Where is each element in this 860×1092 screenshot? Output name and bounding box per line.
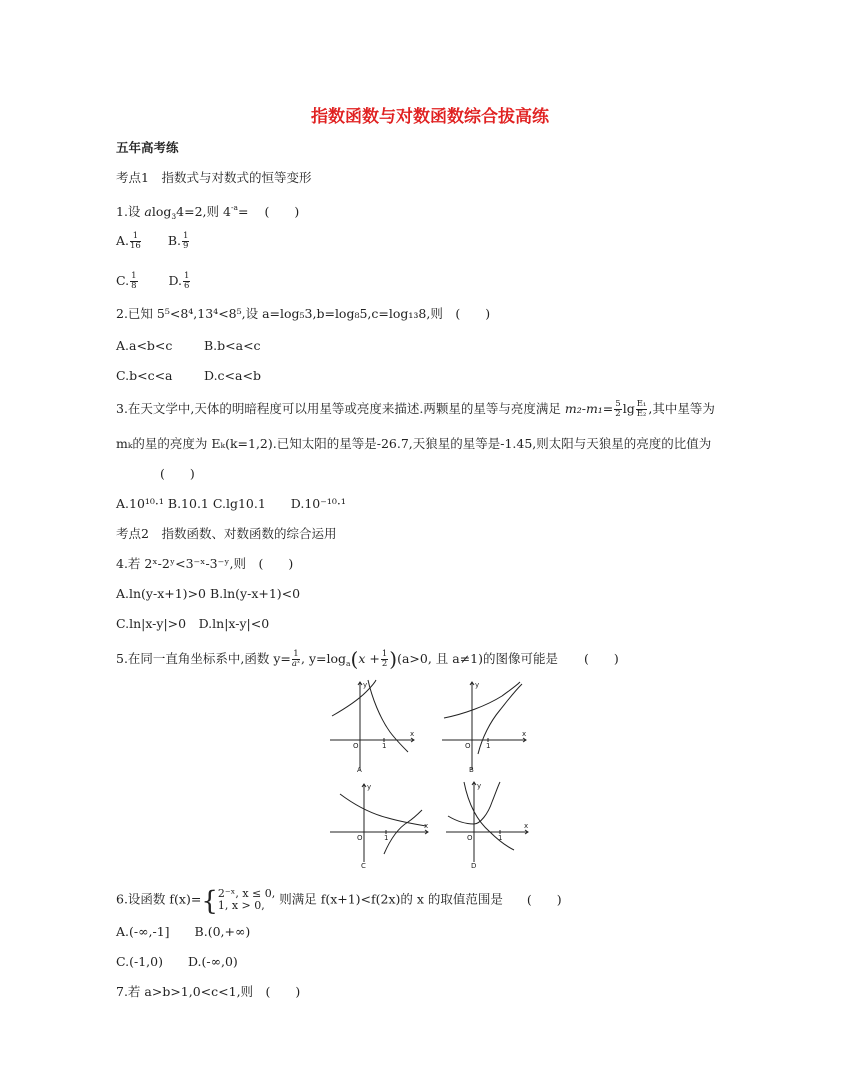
topic-1-heading: 考点1 指数式与对数式的恒等变形 <box>116 170 312 185</box>
svg-text:O: O <box>353 742 359 750</box>
page-title: 指数函数与对数函数综合拔高练 <box>311 107 549 127</box>
svg-text:O: O <box>465 742 471 750</box>
question-2: 2.已知 5⁵<8⁴,13⁴<8⁵,设 a=log₅3,b=log₈5,c=log₁₃8,则 ( ) <box>116 306 491 321</box>
question-3-paren: ( ) <box>160 466 195 481</box>
svg-text:x: x <box>524 822 529 830</box>
topic-2-heading: 考点2 指数函数、对数函数的综合运用 <box>116 526 337 541</box>
svg-text:O: O <box>467 834 473 842</box>
graph-label-b: B <box>469 766 474 774</box>
svg-text:1: 1 <box>384 834 389 842</box>
graph-label-c: C <box>361 862 366 870</box>
svg-text:x: x <box>410 730 415 738</box>
graph-option-b <box>440 678 530 774</box>
graph-option-a <box>328 678 418 774</box>
svg-text:1: 1 <box>382 742 387 750</box>
question-3-line-1: 3.在天文学中,天体的明暗程度可以用星等或亮度来描述.两颗星的星等与亮度满足 m₂-m₁= $\frac{5}{2}$ lg $\frac{\text{E₁}}{\text{E₂}}$ ,其中星等为 <box>116 399 715 419</box>
section-heading: 五年高考练 <box>116 140 179 155</box>
svg-text:x: x <box>522 730 527 738</box>
svg-text:y: y <box>477 782 482 790</box>
question-5: 5.在同一直角坐标系中,函数 y= $\frac{1}{\text{aˣ}}$, $y=\log_a(x$ + $\frac{1}{2}$ )(a>0, 且 a≠1)的图像可能是 ( ) <box>116 647 619 671</box>
question-6-options-cd: C.(-1,0) D.(-∞,0) <box>116 954 238 969</box>
graph-option-c <box>328 778 432 874</box>
question-6: 6.设函数 f(x)={ 2⁻ˣ, x ≤ 0, 1, x > 0, 则满足 f(x+1)<f(2x)的 x 的取值范围是 ( ) <box>116 886 562 917</box>
question-2-option-b: B.b<a<c <box>204 338 261 353</box>
svg-text:y: y <box>475 681 480 689</box>
graph-label-a: A <box>357 766 362 774</box>
question-1: 1.设 alog$_3$4=2,则 $4^{-a}=$ ( ) <box>116 203 300 221</box>
question-6-options-ab: A.(-∞,-1] B.(0,+∞) <box>116 924 251 939</box>
question-4-options-cd: C.ln|x-y|>0 D.ln|x-y|<0 <box>116 616 270 631</box>
question-1-options-ab: A. $\frac{1}{16}$ B. $\frac{1}{9}$ <box>116 231 189 251</box>
svg-text:y: y <box>363 681 368 689</box>
svg-text:x: x <box>424 822 429 830</box>
graph-label-d: D <box>471 862 477 870</box>
question-2-option-a: A.a<b<c <box>116 338 173 353</box>
svg-text:1: 1 <box>486 742 491 750</box>
question-2-option-d: D.c<a<b <box>204 368 261 383</box>
question-3-line-2: mₖ的星的亮度为 Eₖ(k=1,2).已知太阳的星等是-26.7,天狼星的星等是-1.45,则太阳与天狼星的亮度的比值为 <box>116 436 712 451</box>
question-4: 4.若 2ˣ-2ʸ<3⁻ˣ-3⁻ʸ,则 ( ) <box>116 556 294 571</box>
svg-text:y: y <box>367 783 372 791</box>
question-1-options-cd: C. $\frac{1}{8}$ D. $\frac{1}{6}$ <box>116 271 190 291</box>
svg-text:O: O <box>357 834 363 842</box>
svg-text:1: 1 <box>498 834 503 842</box>
graph-option-d <box>444 778 532 874</box>
question-3-options: A.10¹⁰·¹ B.10.1 C.lg10.1 D.10⁻¹⁰·¹ <box>116 496 346 511</box>
question-7: 7.若 a>b>1,0<c<1,则 ( ) <box>116 984 301 999</box>
question-2-option-c: C.b<c<a <box>116 368 173 383</box>
question-4-options-ab: A.ln(y-x+1)>0 B.ln(y-x+1)<0 <box>116 586 301 601</box>
